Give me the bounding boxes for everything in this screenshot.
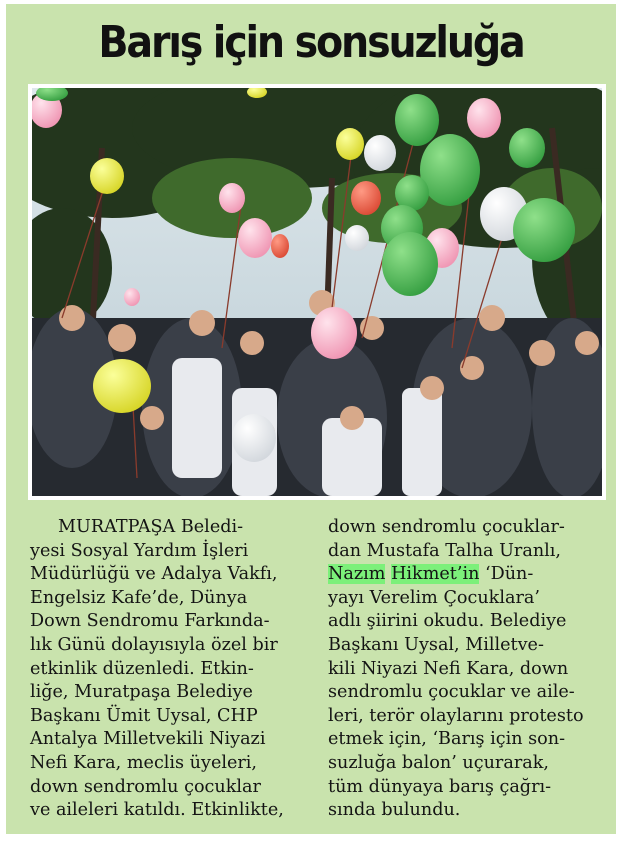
text-line: Nefi Kara, meclis üyeleri, <box>30 752 258 773</box>
text-line: Down Sendromu Farkında- <box>30 611 270 632</box>
text-line: Antalya Milletvekili Niyazi <box>30 729 266 750</box>
text-line: yesi Sosyal Yardım İşleri <box>30 540 249 561</box>
text-fragment: ‘Dün- <box>479 564 534 585</box>
article-column-left <box>30 516 308 823</box>
text-line: down sendromlu çocuklar <box>30 776 261 797</box>
text-line: Başkanı Uysal, Milletve- <box>328 634 544 655</box>
article-column-right <box>328 516 606 823</box>
text-line: down sendromlu çocuklar- <box>328 517 565 537</box>
text-line: tüm dünyaya barış çağrı- <box>328 776 552 797</box>
headline: Barış için sonsuzluğa <box>98 17 524 68</box>
text-line: kili Niyazi Nefi Kara, down <box>328 658 569 679</box>
text-line: ve aileleri katıldı. Etkinlikte, <box>30 800 284 821</box>
text-line: MURATPAŞA Beledi- <box>58 517 244 537</box>
article-photo <box>28 84 606 500</box>
text-line: lık Günü dolayısıyla özel bir <box>30 634 278 655</box>
text-line: etmek için, ‘Barış için son- <box>328 729 566 750</box>
text-line: dan Mustafa Talha Uranlı, <box>328 540 562 561</box>
text-line: adlı şiirini okudu. Belediye <box>328 611 567 632</box>
text-line: Engelsiz Kafe’de, Dünya <box>30 587 248 608</box>
newspaper-clipping <box>6 4 616 834</box>
highlighted-name: Hikmet’in <box>391 564 480 585</box>
text-line: sendromlu çocuklar ve aile- <box>328 682 575 703</box>
text-line: sında bulundu. <box>328 800 461 821</box>
highlighted-name: Nazım <box>328 564 386 585</box>
text-line: etkinlik düzenledi. Etkin- <box>30 658 254 679</box>
text-line: Müdürlüğü ve Adalya Vakfı, <box>30 564 278 585</box>
text-line: Başkanı Ümit Uysal, CHP <box>30 705 258 726</box>
balloon-release-photo-icon <box>32 88 602 496</box>
text-line-highlighted <box>328 563 606 587</box>
text-line: leri, terör olaylarını protesto <box>328 705 584 726</box>
text-line: suzluğa balon’ uçurarak, <box>328 752 549 773</box>
text-line: liğe, Muratpaşa Belediye <box>30 682 253 703</box>
text-line: yayı Verelim Çocuklara’ <box>328 587 540 608</box>
